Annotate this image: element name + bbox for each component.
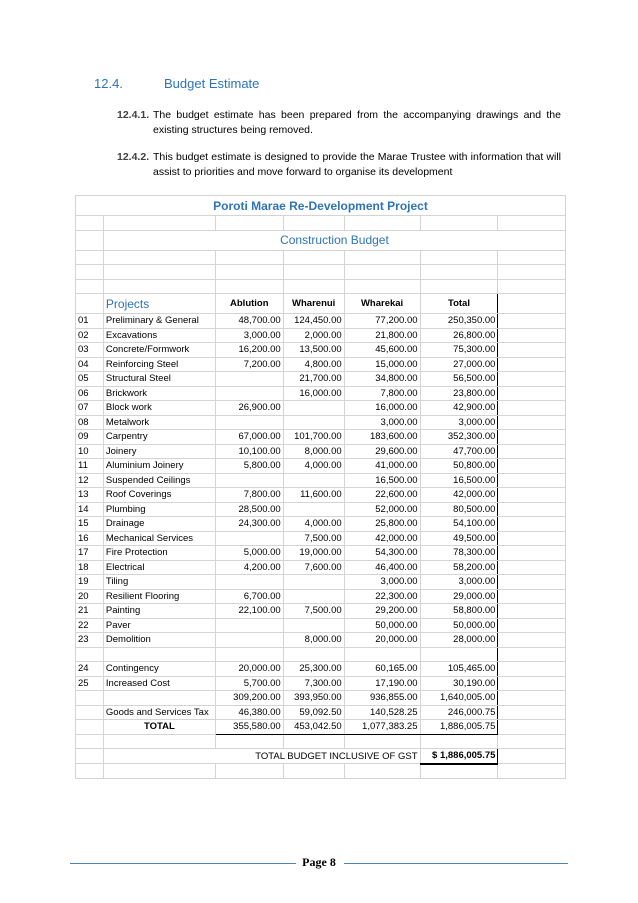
grand-total: 1,886,005.75 bbox=[420, 720, 498, 735]
subtotal-ablution: 309,200.00 bbox=[215, 691, 283, 706]
cell bbox=[498, 589, 566, 604]
table-row bbox=[76, 662, 566, 677]
gst-row bbox=[76, 705, 566, 720]
item-name: Preliminary & General bbox=[103, 314, 215, 329]
paragraph-12-4-2 bbox=[117, 150, 561, 180]
blank-row bbox=[76, 734, 566, 749]
total-value: 42,900.00 bbox=[420, 401, 498, 416]
wharekai-value: 15,000.00 bbox=[344, 357, 420, 372]
cell bbox=[215, 734, 283, 749]
paragraph-text: This budget estimate is designed to provide the Marae Trustee with information that will assist to priorities and move forward to organise its development bbox=[153, 151, 561, 178]
page-footer bbox=[0, 855, 638, 870]
row-number: 22 bbox=[76, 618, 104, 633]
row-number: 13 bbox=[76, 488, 104, 503]
column-header-wharekai: Wharekai bbox=[344, 294, 420, 314]
item-name: Mechanical Services bbox=[103, 531, 215, 546]
cell bbox=[498, 618, 566, 633]
projects-header: Projects bbox=[103, 294, 215, 314]
total-value: 54,100.00 bbox=[420, 517, 498, 532]
cell bbox=[498, 343, 566, 358]
ablution-value bbox=[215, 575, 283, 590]
row-number: 01 bbox=[76, 314, 104, 329]
cell bbox=[344, 734, 420, 749]
row-number: 07 bbox=[76, 401, 104, 416]
item-name: Excavations bbox=[103, 328, 215, 343]
cell bbox=[498, 560, 566, 575]
wharekai-value: 22,300.00 bbox=[344, 589, 420, 604]
budget-table bbox=[75, 195, 566, 779]
cell bbox=[215, 647, 283, 662]
wharekai-value: 20,000.00 bbox=[344, 633, 420, 648]
row-number: 10 bbox=[76, 444, 104, 459]
wharenui-value bbox=[283, 415, 344, 430]
cell bbox=[344, 647, 420, 662]
row-number: 25 bbox=[76, 676, 104, 691]
grand-ablution: 355,580.00 bbox=[215, 720, 283, 735]
cell bbox=[498, 444, 566, 459]
wharenui-value: 4,000.00 bbox=[283, 459, 344, 474]
cell bbox=[498, 575, 566, 590]
total-value: 42,000.00 bbox=[420, 488, 498, 503]
cell bbox=[498, 604, 566, 619]
cell bbox=[76, 720, 104, 735]
wharenui-value: 19,000.00 bbox=[283, 546, 344, 561]
sheet-subtitle: Construction Budget bbox=[103, 230, 565, 250]
cell bbox=[283, 647, 344, 662]
ablution-value bbox=[215, 415, 283, 430]
row-number: 19 bbox=[76, 575, 104, 590]
row-number: 17 bbox=[76, 546, 104, 561]
table-row bbox=[76, 415, 566, 430]
cell bbox=[344, 764, 420, 779]
wharenui-value: 7,600.00 bbox=[283, 560, 344, 575]
table-row bbox=[76, 560, 566, 575]
section-heading bbox=[94, 76, 259, 91]
cell bbox=[498, 633, 566, 648]
wharenui-value: 25,300.00 bbox=[283, 662, 344, 677]
blank-row bbox=[76, 647, 566, 662]
cell bbox=[498, 314, 566, 329]
ablution-value bbox=[215, 633, 283, 648]
wharenui-value bbox=[283, 502, 344, 517]
cell bbox=[498, 749, 566, 764]
table-row bbox=[76, 401, 566, 416]
row-number: 24 bbox=[76, 662, 104, 677]
wharekai-value: 45,600.00 bbox=[344, 343, 420, 358]
wharekai-value: 3,000.00 bbox=[344, 415, 420, 430]
ablution-value: 5,700.00 bbox=[215, 676, 283, 691]
total-value: 80,500.00 bbox=[420, 502, 498, 517]
budget-total-value: $ 1,886,005.75 bbox=[420, 749, 498, 764]
wharenui-value: 101,700.00 bbox=[283, 430, 344, 445]
item-name: Structural Steel bbox=[103, 372, 215, 387]
table-row bbox=[76, 459, 566, 474]
cell bbox=[76, 691, 104, 706]
item-name: Metalwork bbox=[103, 415, 215, 430]
row-number: 04 bbox=[76, 357, 104, 372]
ablution-value bbox=[215, 473, 283, 488]
table-row bbox=[76, 589, 566, 604]
cell bbox=[498, 720, 566, 735]
wharekai-value: 34,800.00 bbox=[344, 372, 420, 387]
paragraph-number: 12.4.2. bbox=[117, 151, 150, 163]
row-number: 08 bbox=[76, 415, 104, 430]
item-name: Brickwork bbox=[103, 386, 215, 401]
ablution-value: 67,000.00 bbox=[215, 430, 283, 445]
column-header-total: Total bbox=[420, 294, 498, 314]
ablution-value: 4,200.00 bbox=[215, 560, 283, 575]
total-value: 28,000.00 bbox=[420, 633, 498, 648]
row-number: 14 bbox=[76, 502, 104, 517]
subtotal-wharenui: 393,950.00 bbox=[283, 691, 344, 706]
wharenui-value: 7,500.00 bbox=[283, 604, 344, 619]
item-name: Electrical bbox=[103, 560, 215, 575]
gst-label: Goods and Services Tax bbox=[103, 705, 215, 720]
gst-wharekai: 140,528.25 bbox=[344, 705, 420, 720]
table-row bbox=[76, 444, 566, 459]
row-number: 11 bbox=[76, 459, 104, 474]
cell bbox=[498, 386, 566, 401]
section-title: Budget Estimate bbox=[164, 76, 260, 91]
total-value: 50,000.00 bbox=[420, 618, 498, 633]
wharenui-value: 124,450.00 bbox=[283, 314, 344, 329]
wharekai-value: 50,000.00 bbox=[344, 618, 420, 633]
wharekai-value: 17,190.00 bbox=[344, 676, 420, 691]
wharekai-value: 183,600.00 bbox=[344, 430, 420, 445]
wharekai-value: 21,800.00 bbox=[344, 328, 420, 343]
row-number: 15 bbox=[76, 517, 104, 532]
total-value: 30,190.00 bbox=[420, 676, 498, 691]
table-row bbox=[76, 575, 566, 590]
item-name: Joinery bbox=[103, 444, 215, 459]
item-name: Resilient Flooring bbox=[103, 589, 215, 604]
ablution-value: 26,900.00 bbox=[215, 401, 283, 416]
cell bbox=[76, 734, 104, 749]
cell bbox=[498, 430, 566, 445]
cell bbox=[498, 691, 566, 706]
ablution-value: 28,500.00 bbox=[215, 502, 283, 517]
table-row bbox=[76, 372, 566, 387]
wharekai-value: 54,300.00 bbox=[344, 546, 420, 561]
table-row bbox=[76, 488, 566, 503]
paragraph-12-4-1 bbox=[117, 108, 561, 138]
grand-total-label: TOTAL bbox=[103, 720, 215, 735]
wharekai-value: 29,200.00 bbox=[344, 604, 420, 619]
cell bbox=[498, 473, 566, 488]
subtotal-total: 1,640,005.00 bbox=[420, 691, 498, 706]
total-value: 26,800.00 bbox=[420, 328, 498, 343]
cell bbox=[498, 357, 566, 372]
wharekai-value: 22,600.00 bbox=[344, 488, 420, 503]
row-number: 18 bbox=[76, 560, 104, 575]
table-row bbox=[76, 531, 566, 546]
ablution-value: 5,000.00 bbox=[215, 546, 283, 561]
item-name: Paver bbox=[103, 618, 215, 633]
total-value: 75,300.00 bbox=[420, 343, 498, 358]
table-row bbox=[76, 343, 566, 358]
ablution-value: 10,100.00 bbox=[215, 444, 283, 459]
row-number: 12 bbox=[76, 473, 104, 488]
wharenui-value: 8,000.00 bbox=[283, 633, 344, 648]
cell bbox=[498, 328, 566, 343]
wharekai-value: 29,600.00 bbox=[344, 444, 420, 459]
item-name: Increased Cost bbox=[103, 676, 215, 691]
row-number: 05 bbox=[76, 372, 104, 387]
cell bbox=[420, 764, 498, 779]
ablution-value: 20,000.00 bbox=[215, 662, 283, 677]
total-value: 47,700.00 bbox=[420, 444, 498, 459]
ablution-value: 16,200.00 bbox=[215, 343, 283, 358]
wharenui-value bbox=[283, 401, 344, 416]
total-value: 58,800.00 bbox=[420, 604, 498, 619]
cell bbox=[420, 647, 498, 662]
item-name: Concrete/Formwork bbox=[103, 343, 215, 358]
wharenui-value: 21,700.00 bbox=[283, 372, 344, 387]
item-name: Roof Coverings bbox=[103, 488, 215, 503]
ablution-value bbox=[215, 386, 283, 401]
row-number: 02 bbox=[76, 328, 104, 343]
cell bbox=[76, 647, 104, 662]
subtotal-wharekai: 936,855.00 bbox=[344, 691, 420, 706]
cell bbox=[420, 734, 498, 749]
wharenui-value: 11,600.00 bbox=[283, 488, 344, 503]
cell bbox=[76, 764, 104, 779]
cell bbox=[103, 691, 215, 706]
item-name: Contingency bbox=[103, 662, 215, 677]
row-number: 16 bbox=[76, 531, 104, 546]
item-name: Reinforcing Steel bbox=[103, 357, 215, 372]
wharenui-value: 4,000.00 bbox=[283, 517, 344, 532]
wharenui-value: 16,000.00 bbox=[283, 386, 344, 401]
cell bbox=[76, 705, 104, 720]
wharekai-value: 16,500.00 bbox=[344, 473, 420, 488]
ablution-value: 24,300.00 bbox=[215, 517, 283, 532]
total-value: 352,300.00 bbox=[420, 430, 498, 445]
cell bbox=[283, 734, 344, 749]
wharenui-value: 13,500.00 bbox=[283, 343, 344, 358]
cell bbox=[498, 662, 566, 677]
wharekai-value: 42,000.00 bbox=[344, 531, 420, 546]
ablution-value: 3,000.00 bbox=[215, 328, 283, 343]
total-value: 3,000.00 bbox=[420, 575, 498, 590]
wharenui-value bbox=[283, 473, 344, 488]
wharenui-value: 2,000.00 bbox=[283, 328, 344, 343]
row-number: 21 bbox=[76, 604, 104, 619]
wharekai-value: 16,000.00 bbox=[344, 401, 420, 416]
item-name: Carpentry bbox=[103, 430, 215, 445]
ablution-value: 5,800.00 bbox=[215, 459, 283, 474]
ablution-value bbox=[215, 531, 283, 546]
row-number: 20 bbox=[76, 589, 104, 604]
section-number: 12.4. bbox=[94, 76, 123, 91]
total-value: 50,800.00 bbox=[420, 459, 498, 474]
table-row bbox=[76, 546, 566, 561]
total-value: 16,500.00 bbox=[420, 473, 498, 488]
total-value: 49,500.00 bbox=[420, 531, 498, 546]
cell bbox=[103, 734, 215, 749]
subtotal-row bbox=[76, 691, 566, 706]
budget-total-row bbox=[76, 749, 566, 764]
table-row bbox=[76, 473, 566, 488]
sheet-title: Poroti Marae Re-Development Project bbox=[76, 196, 566, 216]
cell bbox=[498, 734, 566, 749]
item-name: Aluminium Joinery bbox=[103, 459, 215, 474]
table-row bbox=[76, 328, 566, 343]
total-value: 58,200.00 bbox=[420, 560, 498, 575]
item-name: Block work bbox=[103, 401, 215, 416]
cell bbox=[498, 676, 566, 691]
wharenui-value: 7,300.00 bbox=[283, 676, 344, 691]
cell bbox=[498, 764, 566, 779]
blank-row bbox=[76, 764, 566, 779]
item-name: Drainage bbox=[103, 517, 215, 532]
wharekai-value: 46,400.00 bbox=[344, 560, 420, 575]
cell bbox=[103, 647, 215, 662]
item-name: Fire Protection bbox=[103, 546, 215, 561]
budget-spreadsheet bbox=[75, 195, 566, 795]
ablution-value: 7,800.00 bbox=[215, 488, 283, 503]
table-row bbox=[76, 676, 566, 691]
page-number: Page 8 bbox=[296, 855, 342, 869]
wharekai-value: 52,000.00 bbox=[344, 502, 420, 517]
ablution-value bbox=[215, 372, 283, 387]
cell bbox=[498, 531, 566, 546]
total-value: 250,350.00 bbox=[420, 314, 498, 329]
table-row bbox=[76, 517, 566, 532]
table-row bbox=[76, 633, 566, 648]
cell bbox=[76, 749, 104, 764]
budget-total-label: TOTAL BUDGET INCLUSIVE OF GST bbox=[103, 749, 420, 764]
row-number: 03 bbox=[76, 343, 104, 358]
item-name: Demolition bbox=[103, 633, 215, 648]
table-row bbox=[76, 430, 566, 445]
table-row bbox=[76, 386, 566, 401]
ablution-value: 7,200.00 bbox=[215, 357, 283, 372]
paragraph-text: The budget estimate has been prepared from the accompanying drawings and the existing structures being removed. bbox=[153, 109, 561, 136]
cell bbox=[498, 647, 566, 662]
row-number: 23 bbox=[76, 633, 104, 648]
gst-ablution: 46,380.00 bbox=[215, 705, 283, 720]
grand-wharekai: 1,077,383.25 bbox=[344, 720, 420, 735]
cell bbox=[498, 401, 566, 416]
total-value: 56,500.00 bbox=[420, 372, 498, 387]
table-row bbox=[76, 357, 566, 372]
total-value: 105,465.00 bbox=[420, 662, 498, 677]
wharekai-value: 25,800.00 bbox=[344, 517, 420, 532]
cell bbox=[498, 415, 566, 430]
wharenui-value bbox=[283, 618, 344, 633]
row-number: 06 bbox=[76, 386, 104, 401]
column-header-wharenui: Wharenui bbox=[283, 294, 344, 314]
gst-wharenui: 59,092.50 bbox=[283, 705, 344, 720]
wharekai-value: 7,800.00 bbox=[344, 386, 420, 401]
total-value: 27,000.00 bbox=[420, 357, 498, 372]
paragraph-number: 12.4.1. bbox=[117, 109, 150, 121]
wharekai-value: 60,165.00 bbox=[344, 662, 420, 677]
item-name: Plumbing bbox=[103, 502, 215, 517]
cell bbox=[103, 764, 215, 779]
total-value: 29,000.00 bbox=[420, 589, 498, 604]
column-header-ablution: Ablution bbox=[215, 294, 283, 314]
wharekai-value: 77,200.00 bbox=[344, 314, 420, 329]
table-row bbox=[76, 314, 566, 329]
gst-total: 246,000.75 bbox=[420, 705, 498, 720]
grand-wharenui: 453,042.50 bbox=[283, 720, 344, 735]
item-name: Suspended Ceilings bbox=[103, 473, 215, 488]
cell bbox=[498, 546, 566, 561]
grand-total-row bbox=[76, 720, 566, 735]
total-value: 78,300.00 bbox=[420, 546, 498, 561]
item-name: Painting bbox=[103, 604, 215, 619]
wharenui-value: 7,500.00 bbox=[283, 531, 344, 546]
total-value: 23,800.00 bbox=[420, 386, 498, 401]
wharenui-value: 8,000.00 bbox=[283, 444, 344, 459]
cell bbox=[283, 764, 344, 779]
wharenui-value bbox=[283, 575, 344, 590]
table-row bbox=[76, 502, 566, 517]
cell bbox=[498, 502, 566, 517]
wharenui-value bbox=[283, 589, 344, 604]
row-number: 09 bbox=[76, 430, 104, 445]
wharenui-value: 4,800.00 bbox=[283, 357, 344, 372]
cell bbox=[498, 517, 566, 532]
table-row bbox=[76, 604, 566, 619]
total-value: 3,000.00 bbox=[420, 415, 498, 430]
ablution-value bbox=[215, 618, 283, 633]
ablution-value: 6,700.00 bbox=[215, 589, 283, 604]
table-row bbox=[76, 618, 566, 633]
cell bbox=[498, 459, 566, 474]
cell bbox=[498, 372, 566, 387]
cell bbox=[215, 764, 283, 779]
ablution-value: 22,100.00 bbox=[215, 604, 283, 619]
cell bbox=[498, 488, 566, 503]
item-name: Tiling bbox=[103, 575, 215, 590]
cell bbox=[498, 705, 566, 720]
ablution-value: 48,700.00 bbox=[215, 314, 283, 329]
wharekai-value: 41,000.00 bbox=[344, 459, 420, 474]
wharekai-value: 3,000.00 bbox=[344, 575, 420, 590]
